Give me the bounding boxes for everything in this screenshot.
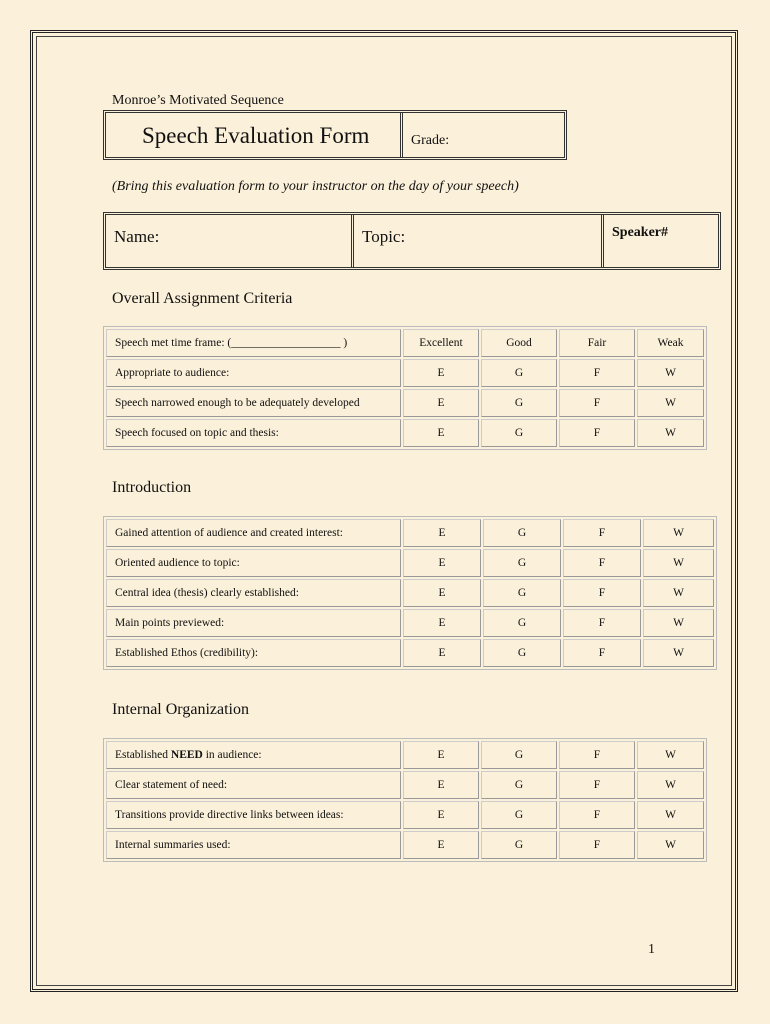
table-row: [106, 741, 704, 769]
rating-option-f[interactable]: F: [559, 389, 635, 417]
criterion-label-post: in audience:: [202, 749, 262, 761]
sequence-label: Monroe’s Motivated Sequence: [112, 93, 284, 108]
criterion-label: Gained attention of audience and created interest:: [106, 519, 401, 547]
rating-option-w[interactable]: W: [637, 741, 704, 769]
info-box: [103, 212, 721, 270]
rating-option-w[interactable]: W: [637, 389, 704, 417]
rating-header-good: Good: [481, 329, 557, 357]
rating-option-g[interactable]: G: [483, 609, 561, 637]
rating-option-w[interactable]: W: [643, 579, 714, 607]
name-field[interactable]: Name:: [106, 215, 354, 267]
page-number: 1: [648, 942, 655, 957]
rating-option-f[interactable]: F: [559, 419, 635, 447]
table-header-row: [106, 329, 704, 357]
rating-option-f[interactable]: F: [563, 609, 641, 637]
rating-option-w[interactable]: W: [643, 549, 714, 577]
rating-option-e[interactable]: E: [403, 359, 479, 387]
section-title-internal-organization: Internal Organization: [112, 701, 249, 718]
rating-option-w[interactable]: W: [637, 419, 704, 447]
rating-option-g[interactable]: G: [481, 831, 557, 859]
table-row: [106, 609, 714, 637]
instruction-text: (Bring this evaluation form to your instructor on the day of your speech): [112, 179, 519, 194]
criterion-label: Central idea (thesis) clearly established:: [106, 579, 401, 607]
rating-option-e[interactable]: E: [403, 549, 481, 577]
criterion-label: [106, 741, 401, 769]
rating-option-f[interactable]: F: [559, 741, 635, 769]
title-box: [103, 110, 567, 160]
criterion-label: Established Ethos (credibility):: [106, 639, 401, 667]
table-row: [106, 639, 714, 667]
criterion-label: Oriented audience to topic:: [106, 549, 401, 577]
rating-option-w[interactable]: W: [637, 801, 704, 829]
table-row: [106, 801, 704, 829]
rating-option-e[interactable]: E: [403, 639, 481, 667]
rating-option-g[interactable]: G: [481, 359, 557, 387]
criterion-label-emphasis: NEED: [170, 749, 203, 761]
rating-option-e[interactable]: E: [403, 419, 479, 447]
speaker-number-field[interactable]: Speaker#: [612, 225, 668, 240]
rating-option-g[interactable]: G: [483, 579, 561, 607]
rating-option-g[interactable]: G: [483, 519, 561, 547]
rating-option-f[interactable]: F: [563, 549, 641, 577]
rating-option-e[interactable]: E: [403, 609, 481, 637]
table-row: [106, 389, 704, 417]
criterion-label: Speech focused on topic and thesis:: [106, 419, 401, 447]
rating-option-f[interactable]: F: [563, 639, 641, 667]
rating-option-w[interactable]: W: [643, 609, 714, 637]
criterion-label-pre: Established: [115, 749, 171, 761]
section-title-introduction: Introduction: [112, 479, 192, 496]
rating-option-e[interactable]: E: [403, 831, 479, 859]
rating-option-g[interactable]: G: [481, 389, 557, 417]
table-row: [106, 771, 704, 799]
rating-option-g[interactable]: G: [481, 771, 557, 799]
rating-option-f[interactable]: F: [563, 519, 641, 547]
time-frame-label: Speech met time frame: (___________________ ): [106, 329, 401, 357]
rating-option-w[interactable]: W: [643, 639, 714, 667]
rating-option-e[interactable]: E: [403, 771, 479, 799]
rating-option-g[interactable]: G: [481, 801, 557, 829]
rating-option-w[interactable]: W: [637, 831, 704, 859]
rating-option-g[interactable]: G: [481, 419, 557, 447]
rating-option-e[interactable]: E: [403, 389, 479, 417]
criterion-label: Appropriate to audience:: [106, 359, 401, 387]
criteria-table-introduction: [103, 516, 717, 670]
criterion-label: Internal summaries used:: [106, 831, 401, 859]
table-row: [106, 519, 714, 547]
topic-field[interactable]: Topic:: [354, 215, 604, 267]
table-row: [106, 549, 714, 577]
rating-option-e[interactable]: E: [403, 519, 481, 547]
rating-option-f[interactable]: F: [559, 831, 635, 859]
rating-header-excellent: Excellent: [403, 329, 479, 357]
rating-option-f[interactable]: F: [563, 579, 641, 607]
rating-option-e[interactable]: E: [403, 801, 479, 829]
table-row: [106, 831, 704, 859]
rating-option-w[interactable]: W: [643, 519, 714, 547]
criteria-table-internal-organization: [103, 738, 707, 862]
rating-header-weak: Weak: [637, 329, 704, 357]
table-row: [106, 359, 704, 387]
rating-option-g[interactable]: G: [483, 549, 561, 577]
rating-option-e[interactable]: E: [403, 741, 479, 769]
criterion-label: Clear statement of need:: [106, 771, 401, 799]
criterion-label: Speech narrowed enough to be adequately developed: [106, 389, 401, 417]
criterion-label: Transitions provide directive links between ideas:: [106, 801, 401, 829]
rating-option-w[interactable]: W: [637, 771, 704, 799]
rating-option-f[interactable]: F: [559, 771, 635, 799]
criterion-label: Main points previewed:: [106, 609, 401, 637]
rating-option-w[interactable]: W: [637, 359, 704, 387]
rating-option-f[interactable]: F: [559, 359, 635, 387]
rating-option-g[interactable]: G: [481, 741, 557, 769]
form-title: Speech Evaluation Form: [106, 113, 403, 157]
rating-header-fair: Fair: [559, 329, 635, 357]
criteria-table-overall: [103, 326, 707, 450]
rating-option-e[interactable]: E: [403, 579, 481, 607]
rating-option-f[interactable]: F: [559, 801, 635, 829]
section-title-overall: Overall Assignment Criteria: [112, 290, 293, 307]
table-row: [106, 419, 704, 447]
rating-option-g[interactable]: G: [483, 639, 561, 667]
grade-field[interactable]: Grade:: [411, 133, 450, 148]
table-row: [106, 579, 714, 607]
